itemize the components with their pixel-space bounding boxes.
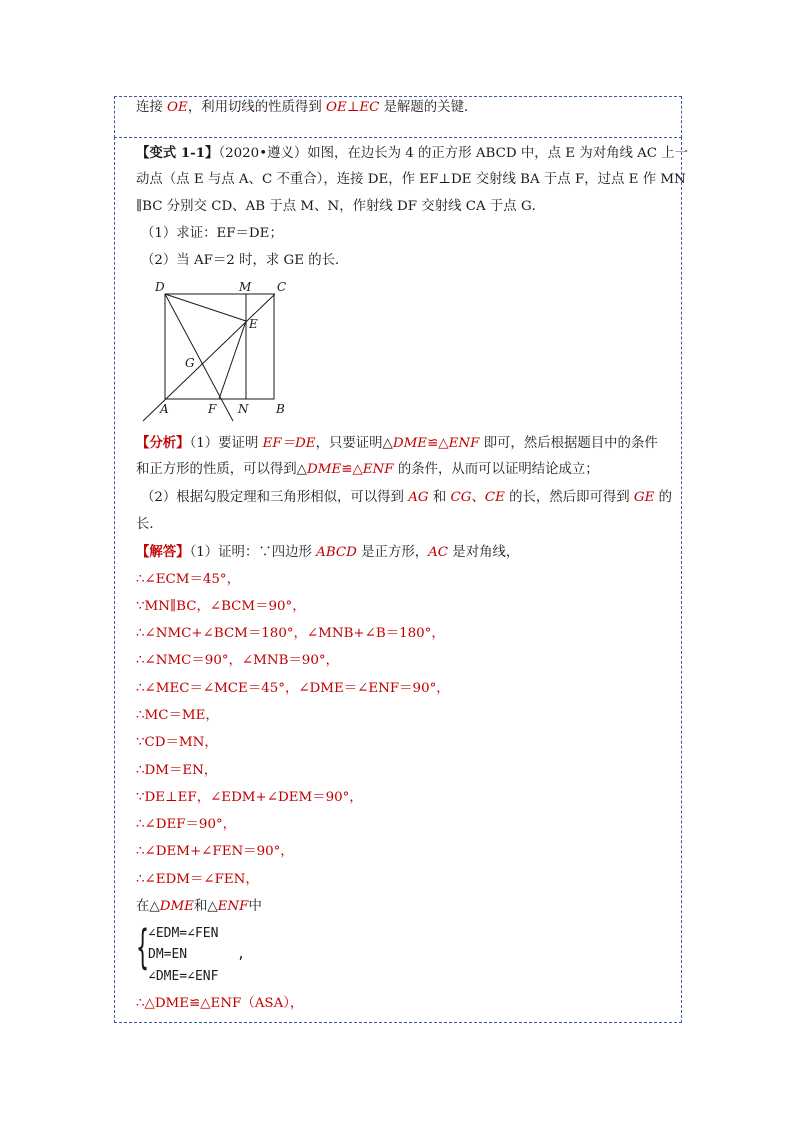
solution-step: ∴MC＝ME， — [136, 708, 219, 723]
solution-step: ∴∠EDM＝∠FEN， — [136, 872, 259, 887]
segment-EF — [219, 321, 246, 399]
label-B: B — [276, 402, 285, 416]
system-eq-2: DM=EN , — [148, 947, 245, 962]
previous-answer-text: 连接 OE，利用切线的性质得到 OE⊥EC 是解题的关键． — [136, 100, 478, 115]
triangle-intro: 在△DME和△ENF中 — [136, 899, 262, 914]
solution-step: ∴∠DEF＝90°， — [136, 817, 237, 832]
analysis-line-1: 【分析】（1）要证明 EF＝DE，只要证明△DME≌△ENF 即可，然后根据题目中的条件 — [136, 435, 658, 451]
label-A: A — [160, 402, 169, 416]
solution-step: ∴∠DEM+∠FEN＝90°， — [136, 844, 294, 859]
analysis-line-4: 长． — [136, 517, 163, 532]
label-C: C — [277, 280, 287, 294]
square-figure — [135, 275, 295, 425]
analysis-line-3: （2）根据勾股定理和三角形相似，可以得到 AG 和 CG、CE 的长，然后即可得到 GE 的 — [141, 490, 673, 505]
conclusion: ∴△DME≌△ENF（ASA）， — [136, 996, 304, 1011]
problem-line-1: 【变式 1-1】（2020•遵义）如图，在边长为 4 的正方形 ABCD 中，点 E 为对角线 AC 上一 — [136, 145, 689, 161]
label-M: M — [239, 280, 252, 294]
question-2: （2）当 AF＝2 时，求 GE 的长． — [141, 253, 349, 268]
solution-step: ∵DE⊥EF，∠EDM+∠DEM＝90°， — [136, 790, 363, 805]
label-N: N — [238, 402, 249, 416]
solution-step: ∵CD＝MN， — [136, 735, 218, 750]
solution-step: ∴∠NMC＝90°，∠MNB＝90°， — [136, 653, 339, 668]
label-D: D — [155, 280, 165, 294]
question-1: （1）求证：EF＝DE； — [141, 226, 283, 241]
solution-head: 【解答】（1）证明：∵四边形 ABCD 是正方形，AC 是对角线， — [136, 544, 520, 560]
square-ABCD — [165, 294, 274, 399]
label-F: F — [208, 402, 217, 416]
brace-icon: { — [136, 920, 150, 974]
solution-step: ∴∠ECM＝45°， — [136, 572, 240, 587]
solution-step: ∴∠NMC+∠BCM＝180°，∠MNB+∠B＝180°， — [136, 626, 445, 641]
label-E: E — [249, 317, 258, 331]
problem-line-3: ∥BC 分别交 CD、AB 于点 M、N，作射线 DF 交射线 CA 于点 G． — [136, 199, 546, 214]
solution-step: ∴∠MEC＝∠MCE＝45°，∠DME＝∠ENF＝90°， — [136, 681, 450, 696]
system-eq-1: ∠EDM=∠FEN — [148, 926, 219, 941]
system-eq-3: ∠DME=∠ENF — [148, 969, 219, 984]
problem-line-2: 动点（点 E 与点 A、C 不重合），连接 DE，作 EF⊥DE 交射线 BA 于点 F，过点 E 作 MN — [136, 172, 686, 187]
solution-step: ∵MN∥BC，∠BCM＝90°， — [136, 599, 306, 614]
solution-step: ∴DM＝EN， — [136, 763, 218, 778]
analysis-line-2: 和正方形的性质，可以得到△DME≌△ENF 的条件，从而可以证明结论成立； — [136, 462, 599, 477]
label-G: G — [185, 356, 195, 370]
